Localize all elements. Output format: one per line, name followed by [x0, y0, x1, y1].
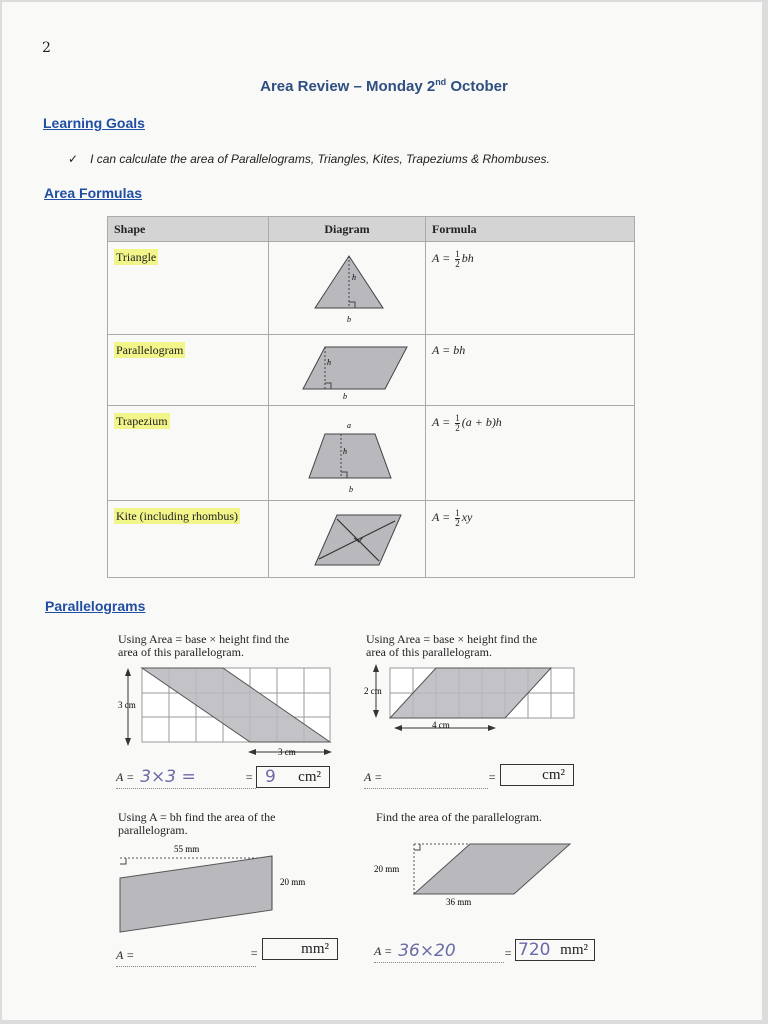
question-2-prompt — [366, 633, 537, 659]
base-label: 36 mm — [446, 897, 472, 907]
question-4-prompt — [376, 811, 542, 824]
question-4-answer-line — [374, 940, 504, 963]
handwritten-working: 36×20 — [398, 941, 456, 961]
prompt-line: Find the area of the parallelogram. — [376, 810, 542, 824]
prompt-line: Using Area = base × height find the — [366, 632, 538, 646]
answer-prefix: A = — [116, 947, 135, 962]
table-row — [108, 335, 635, 406]
question-1-prompt — [118, 633, 289, 659]
base-label: b — [349, 485, 353, 494]
learning-goal-item — [68, 152, 550, 166]
answer-unit: mm² — [560, 941, 588, 958]
question-3-answer-box[interactable] — [262, 938, 338, 960]
question-1-answer-box[interactable] — [256, 766, 330, 788]
formula-prefix: A = — [432, 510, 454, 525]
column-header-shape: Shape — [108, 217, 269, 242]
parallelogram-diagram — [275, 343, 419, 401]
triangle-formula — [432, 249, 474, 269]
question-2-answer-line — [364, 766, 488, 789]
height-label: 2 cm — [364, 686, 382, 696]
trapezium-diagram — [275, 414, 419, 496]
equals-sign: = — [250, 946, 259, 960]
fraction — [455, 414, 460, 433]
fraction — [455, 250, 460, 269]
shape-name-kite: Kite (including rhombus) — [116, 509, 238, 523]
title-superscript: nd — [435, 77, 447, 87]
fraction-denominator: 2 — [455, 518, 460, 528]
shape-cell — [108, 335, 269, 406]
shape-cell — [108, 406, 269, 501]
base-label: b — [343, 392, 347, 401]
height-label: 20 mm — [374, 864, 400, 874]
equals-sign: = — [488, 770, 497, 784]
formula-cell — [426, 242, 635, 335]
diagram-cell — [269, 242, 426, 335]
title-text: Area Review – Monday 2 — [260, 78, 436, 95]
diagram-cell — [269, 335, 426, 406]
column-header-diagram: Diagram — [269, 217, 426, 242]
formula-suffix: (a + b)h — [461, 415, 502, 430]
height-label: h — [352, 273, 356, 282]
prompt-line: area of this parallelogram. — [366, 645, 492, 659]
equals-sign: = — [245, 770, 254, 784]
top-label: 55 mm — [174, 844, 200, 854]
table-row — [108, 406, 635, 501]
formula-cell — [426, 406, 635, 501]
table-row — [108, 501, 635, 578]
fraction-numerator: 1 — [455, 508, 460, 518]
question-4-answer-box[interactable] — [515, 939, 595, 961]
diagram-cell — [269, 501, 426, 578]
top-label: a — [347, 421, 351, 430]
question-4-diagram — [370, 838, 580, 910]
table-header-row — [108, 217, 635, 242]
question-3-prompt — [118, 811, 275, 837]
parallelogram-formula: A = bh — [432, 343, 466, 357]
shape-cell — [108, 501, 269, 578]
fraction — [455, 509, 460, 528]
handwritten-answer: 9 — [265, 767, 276, 787]
prompt-line: Using Area = base × height find the — [118, 632, 290, 646]
kite-formula — [432, 508, 473, 528]
table-row — [108, 242, 635, 335]
shape-cell — [108, 242, 269, 335]
question-3-answer-line — [116, 944, 259, 967]
side-label: 20 mm — [280, 877, 306, 887]
answer-prefix: A = — [374, 943, 393, 958]
question-2-diagram — [360, 664, 580, 734]
shape-name-parallelogram: Parallelogram — [116, 343, 184, 357]
fraction-denominator: 2 — [455, 259, 460, 269]
prompt-line: area of this parallelogram. — [118, 645, 244, 659]
parallelograms-heading: Parallelograms — [45, 598, 146, 614]
height-label: h — [343, 447, 347, 456]
area-formulas-heading: Area Formulas — [44, 185, 143, 201]
question-1-diagram — [112, 664, 342, 762]
column-header-formula: Formula — [426, 217, 635, 242]
question-3-diagram — [112, 840, 332, 940]
base-label: 3 cm — [278, 747, 296, 757]
height-label: 3 cm — [118, 700, 136, 710]
answer-unit: cm² — [542, 766, 565, 783]
page-number: 2 — [42, 40, 51, 56]
shape-name-triangle: Triangle — [116, 250, 157, 264]
answer-unit: cm² — [298, 768, 321, 785]
area-formulas-table — [107, 216, 635, 578]
title-text-rest: October — [446, 78, 508, 95]
kite-diagram — [275, 509, 419, 573]
base-label: b — [347, 315, 351, 324]
trapezium-formula — [432, 413, 502, 433]
prompt-line: Using A = bh find the area of the — [118, 810, 276, 824]
page-title — [0, 77, 768, 95]
prompt-line: parallelogram. — [118, 823, 188, 837]
height-label: h — [327, 358, 331, 367]
fraction-numerator: 1 — [455, 413, 460, 423]
base-label: 4 cm — [432, 720, 450, 730]
question-1-answer-line — [116, 766, 256, 789]
learning-goals-heading: Learning Goals — [43, 115, 145, 131]
question-2-answer-box[interactable] — [500, 764, 574, 786]
formula-suffix: xy — [461, 510, 473, 525]
check-icon: ✓ — [68, 152, 79, 166]
triangle-diagram — [275, 250, 419, 330]
fraction-denominator: 2 — [455, 423, 460, 433]
handwritten-working: 3×3 = — [140, 767, 196, 787]
formula-prefix: A = — [432, 415, 454, 430]
answer-prefix: A = — [116, 769, 135, 784]
answer-unit: mm² — [301, 940, 329, 957]
diagram-cell — [269, 406, 426, 501]
formula-suffix: bh — [461, 251, 474, 266]
formula-prefix: A = — [432, 251, 454, 266]
learning-goal-text: I can calculate the area of Parallelograms, Triangles, Kites, Trapeziums & Rhombuses. — [90, 152, 550, 166]
shape-name-trapezium: Trapezium — [116, 414, 168, 428]
fraction-numerator: 1 — [455, 249, 460, 259]
equals-sign: = — [504, 946, 513, 960]
formula-cell — [426, 501, 635, 578]
answer-prefix: A = — [364, 769, 383, 784]
formula-cell — [426, 335, 635, 406]
handwritten-answer: 720 — [518, 940, 551, 960]
